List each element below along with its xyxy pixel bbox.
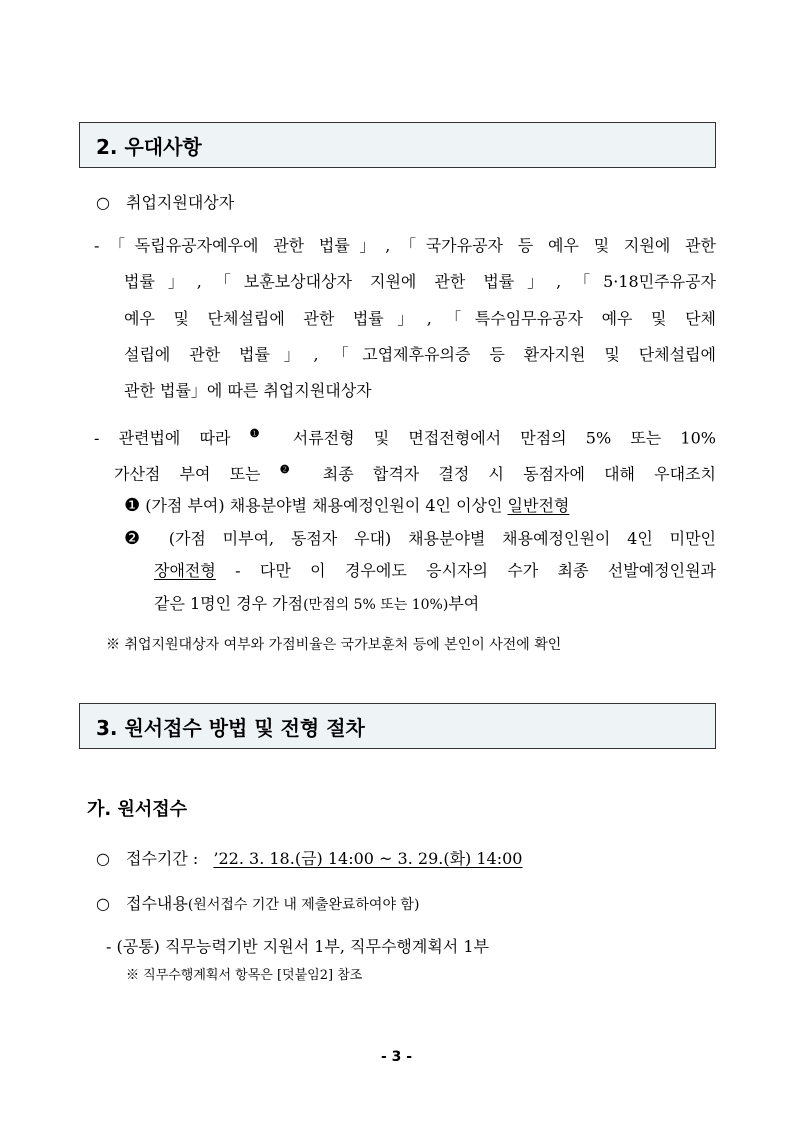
item-2-text3: 같은 1명인 경우 가점 [154,594,304,613]
bullet-employment-support [96,193,234,213]
period-label: 접수기간 : [126,849,199,868]
section-3-title: 3. 원서접수 방법 및 전형 절차 [96,715,365,740]
law-line-4: 설립에 관한 법률」,「고엽제후유의증 등 환자지원 및 단체설립에 [124,345,716,364]
sub-heading-application: 가. 원서접수 [87,799,188,820]
item-2-line-3 [154,594,479,615]
period-value: ’22. 3. 18.(금) 14:00 ~ 3. 29.(화) 14:00 [213,849,523,868]
section-2-header [79,122,716,168]
section-3-header [79,703,716,749]
number-2-icon: ❷ [124,528,152,549]
content-detail: (원서접수 기간 내 제출완료하여야 함) [187,897,420,913]
section-2-title: 2. 우대사항 [96,134,202,159]
related-law-line-1 [94,424,716,448]
bullet-text: 취업지원대상자 [126,193,235,212]
item-1-underlined: 일반전형 [507,496,570,515]
item-1-text: (가점 부여) 채용분야별 채용예정인원이 4인 이상인 [145,496,503,515]
item-2-line-2 [154,561,716,581]
page-number: - 3 - [380,1049,413,1065]
circle-bullet-icon: ○ [96,193,110,212]
mark-1-icon: ❶ [249,427,274,440]
item-2-text3-small: (만점의 5% 또는 10%) [303,597,449,613]
common-docs: - (공통) 직무능력기반 지원서 1부, 직무수행계획서 1부 [106,937,489,956]
section-3-note: ※ 직무수행계획서 항목은 [덧붙임2] 참조 [126,968,363,983]
item-2-text: (가점 미부여, 동점자 우대) 채용분야별 채용예정인원이 4인 미만인 [168,529,717,548]
item-2-line-1 [124,529,716,549]
law-line-1: -「독립유공자예우에 관한 법률」,「국가유공자 등 예우 및 지원에 관한 [94,236,716,255]
item-2-text3-end: 부여 [448,594,480,613]
related-text-a: - 관련법에 따라 [94,428,231,448]
circle-bullet-icon: ○ [96,849,110,868]
law-line-3: 예우 및 단체설립에 관한 법률」,「특수임무유공자 예우 및 단체 [124,309,716,328]
content-label: 접수내용 [126,894,188,913]
related-text-b: 서류전형 및 면접전형에서 만점의 5% 또는 10% [292,428,716,448]
period-row [96,849,522,869]
item-2-text2: - 다만 이 경우에도 응시자의 수가 최종 선발예정인원과 [215,561,716,580]
related-text-c: 가산점 부여 또는 [114,464,261,484]
item-1 [124,496,569,516]
law-line-2: 법률」,「보훈보상대상자 지원에 관한 법률」,「5·18민주유공자 [124,272,716,291]
item-2-underlined: 장애전형 [154,561,216,580]
mark-2-icon: ❷ [279,463,304,476]
circle-bullet-icon: ○ [96,894,110,913]
section-2-note: ※ 취업지원대상자 여부와 가점비율은 국가보훈처 등에 본인이 사전에 확인 [106,637,562,653]
law-line-5: 관한 법률」에 따른 취업지원대상자 [124,381,372,400]
related-law-line-2 [114,460,716,484]
related-text-d: 최종 합격자 결정 시 동점자에 대해 우대조치 [322,464,716,484]
content-row [96,894,419,915]
number-1-icon: ❶ [124,495,141,516]
